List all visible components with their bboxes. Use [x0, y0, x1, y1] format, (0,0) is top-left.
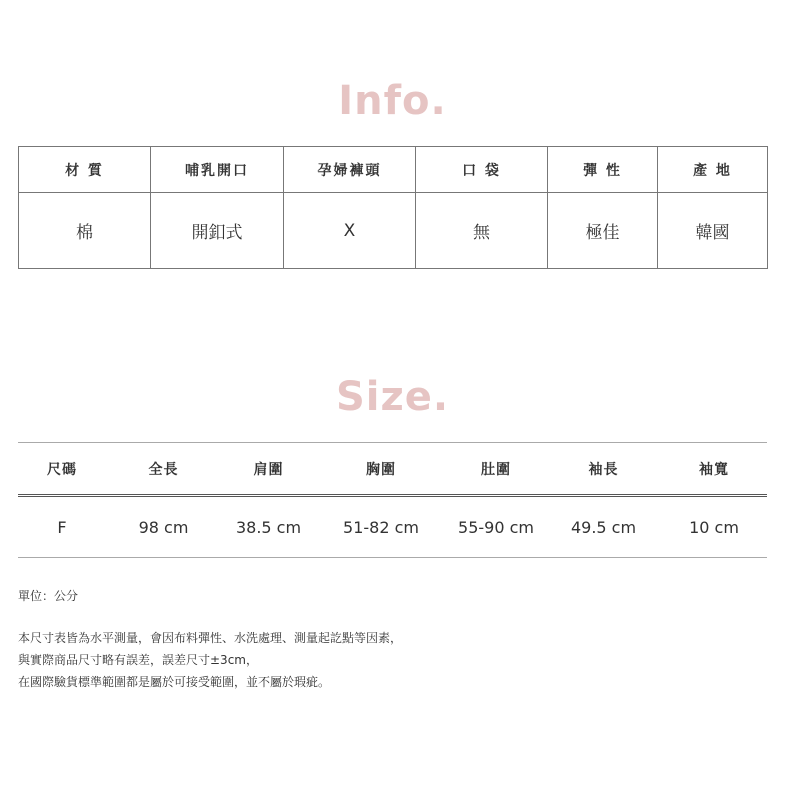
size-header-shoulder: 肩圍 — [221, 443, 316, 496]
size-value-length: 98 cm — [106, 496, 221, 558]
info-value-nursing-opening: 開釦式 — [151, 193, 284, 269]
size-header-belly: 肚圍 — [446, 443, 546, 496]
info-value-pocket: 無 — [416, 193, 548, 269]
size-table — [18, 442, 767, 558]
size-header-length: 全長 — [106, 443, 221, 496]
measurement-note-line: 本尺寸表皆為水平測量，會因布料彈性、水洗處理、測量起訖點等因素， — [18, 631, 403, 645]
size-header-row — [18, 443, 767, 496]
info-value-row — [19, 193, 768, 269]
info-header-elasticity: 彈 性 — [548, 147, 658, 193]
info-header-nursing-opening: 哺乳開口 — [151, 147, 284, 193]
size-value-belly: 55-90 cm — [446, 496, 546, 558]
info-value-origin: 韓國 — [658, 193, 768, 269]
measurement-note-line: 在國際驗貨標準範圍都是屬於可接受範圍，並不屬於瑕疵。 — [18, 675, 331, 689]
info-header-pocket: 口 袋 — [416, 147, 548, 193]
size-header-chest: 胸圍 — [316, 443, 446, 496]
size-value-sleeve-width: 10 cm — [661, 496, 767, 558]
info-header-material: 材 質 — [19, 147, 151, 193]
size-header-sleeve-length: 袖長 — [546, 443, 661, 496]
info-table — [18, 146, 768, 269]
size-heading: Size. — [335, 374, 450, 420]
info-value-maternity-waist: X — [284, 193, 416, 269]
info-header-row — [19, 147, 768, 193]
size-value-chest: 51-82 cm — [316, 496, 446, 558]
size-value-row — [18, 496, 767, 558]
size-table-wrap — [18, 442, 767, 558]
size-value-shoulder: 38.5 cm — [221, 496, 316, 558]
size-header-sleeve-width: 袖寬 — [661, 443, 767, 496]
unit-note: 單位：公分 — [18, 589, 79, 603]
info-header-maternity-waist: 孕婦褲頭 — [284, 147, 416, 193]
size-value-size: F — [18, 496, 106, 558]
measurement-note-line: 與實際商品尺寸略有誤差，誤差尺寸±3cm， — [18, 653, 258, 667]
info-value-elasticity: 極佳 — [548, 193, 658, 269]
info-value-material: 棉 — [19, 193, 151, 269]
size-header-size: 尺碼 — [18, 443, 106, 496]
size-value-sleeve-length: 49.5 cm — [546, 496, 661, 558]
info-header-origin: 產 地 — [658, 147, 768, 193]
info-heading: Info. — [338, 78, 447, 124]
measurement-note — [18, 627, 402, 693]
